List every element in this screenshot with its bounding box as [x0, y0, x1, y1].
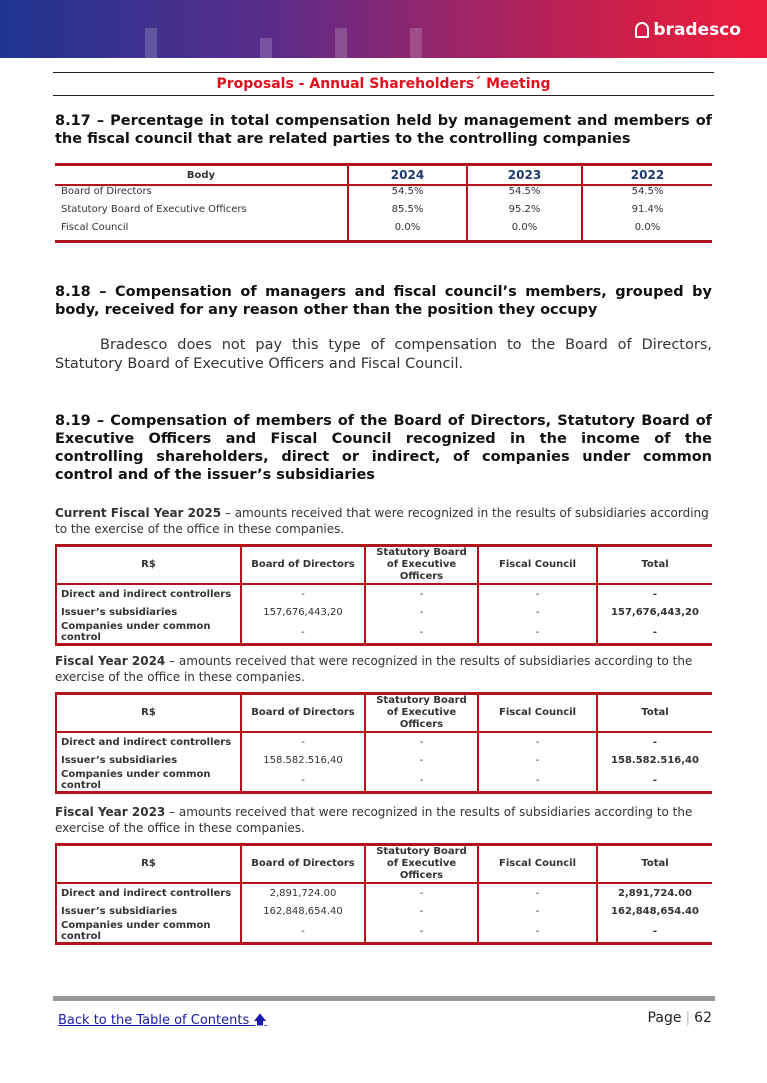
heading-8-17: 8.17 – Percentage in total compensation held by management and members of the fiscal council that are related parties to the controlling companies	[55, 113, 712, 147]
fiscal-year-desc: – amounts received that were recognized in the results of subsidiaries according to the exercise of the office in these companies.	[55, 506, 709, 536]
cell-value: 158.582.516,40	[597, 751, 712, 769]
table-row	[56, 751, 712, 769]
cell-value: -	[478, 920, 597, 944]
col-header: R$	[56, 546, 241, 585]
cell-value: 2,891,724.00	[241, 883, 365, 902]
cell-value: -	[241, 584, 365, 603]
col-header: Statutory Board of Executive Officers	[365, 845, 478, 884]
back-to-toc-link[interactable]	[58, 1011, 267, 1033]
arrow-up-icon: 🡅	[253, 1013, 267, 1028]
cell-value: 0.0%	[348, 222, 467, 242]
header-banner	[0, 0, 767, 58]
col-header: Fiscal Council	[478, 845, 597, 884]
table-row	[55, 185, 712, 204]
col-header: Board of Directors	[241, 546, 365, 585]
cell-value: 0.0%	[582, 222, 712, 242]
page-number: Page | 62	[647, 1010, 712, 1026]
cell-value: 54.5%	[348, 185, 467, 204]
cell-row-label: Direct and indirect controllers	[56, 732, 241, 751]
cell-value: -	[597, 584, 712, 603]
cell-value: -	[478, 621, 597, 645]
cell-value: -	[597, 920, 712, 944]
cell-value: -	[478, 584, 597, 603]
table-row	[56, 621, 712, 645]
cell-value: 157,676,443,20	[597, 603, 712, 621]
cell-value: 54.5%	[467, 185, 582, 204]
fiscal-year-label: Fiscal Year 2023	[55, 805, 166, 819]
col-header: Fiscal Council	[478, 546, 597, 585]
cell-value: -	[365, 751, 478, 769]
bradesco-tree-icon	[635, 22, 649, 38]
col-header: Statutory Board of Executive Officers	[365, 546, 478, 585]
cell-value: -	[478, 732, 597, 751]
cell-value: -	[478, 751, 597, 769]
table-row	[56, 584, 712, 603]
cell-value: -	[365, 883, 478, 902]
compensation-table	[55, 843, 712, 945]
cell-value: -	[241, 732, 365, 751]
cell-row-label: Companies under common control	[56, 920, 241, 944]
col-header: Total	[597, 845, 712, 884]
paragraph-8-18: Bradesco does not pay this type of compensation to the Board of Directors, Statutory Board of Executive Officers and Fiscal Council.	[55, 337, 712, 372]
cell-row-label: Companies under common control	[56, 621, 241, 645]
table-row	[55, 222, 712, 242]
bradesco-logo	[635, 20, 741, 40]
cell-row-label: Direct and indirect controllers	[56, 883, 241, 902]
cell-row-label: Issuer’s subsidiaries	[56, 603, 241, 621]
page-label: Page	[647, 1010, 682, 1026]
cell-value: -	[241, 920, 365, 944]
cell-row-label: Issuer’s subsidiaries	[56, 751, 241, 769]
cell-value: 91.4%	[582, 204, 712, 222]
col-header: Board of Directors	[241, 845, 365, 884]
col-2023: 2023	[467, 165, 582, 186]
footer-divider	[53, 996, 715, 1001]
cell-value: -	[597, 732, 712, 751]
cell-body: Statutory Board of Executive Officers	[61, 204, 247, 215]
section-header: Proposals - Annual Shareholders´ Meeting	[53, 72, 714, 96]
compensation-table	[55, 544, 712, 646]
cell-value: -	[597, 769, 712, 793]
cell-value: -	[478, 603, 597, 621]
back-link-text: Back to the Table of Contents	[58, 1013, 250, 1028]
col-body: Body	[186, 169, 216, 181]
cell-value: 2,891,724.00	[597, 883, 712, 902]
fiscal-year-label: Current Fiscal Year 2025	[55, 506, 222, 520]
table-row	[55, 204, 712, 222]
cell-value: 95.2%	[467, 204, 582, 222]
cell-row-label: Direct and indirect controllers	[56, 584, 241, 603]
cell-value: 158.582.516,40	[241, 751, 365, 769]
col-header: Total	[597, 546, 712, 585]
cell-value: -	[365, 920, 478, 944]
fiscal-year-desc: – amounts received that were recognized in the results of subsidiaries according to the exercise of the office in these companies.	[55, 654, 693, 684]
col-header: R$	[56, 694, 241, 733]
fiscal-year-desc: – amounts received that were recognized in the results of subsidiaries according to the exercise of the office in these companies.	[55, 805, 693, 835]
table-row	[56, 902, 712, 920]
col-header: Total	[597, 694, 712, 733]
fiscal-year-caption	[55, 505, 715, 537]
cell-value: -	[365, 584, 478, 603]
cell-value: -	[365, 603, 478, 621]
page-num: 62	[694, 1010, 712, 1026]
cell-value: -	[241, 769, 365, 793]
col-2022: 2022	[582, 165, 712, 186]
cell-row-label: Issuer’s subsidiaries	[56, 902, 241, 920]
cell-value: -	[478, 883, 597, 902]
cell-value: 54.5%	[582, 185, 712, 204]
cell-value: -	[478, 902, 597, 920]
table-row	[56, 769, 712, 793]
cell-value: 162,848,654.40	[597, 902, 712, 920]
cell-value: 85.5%	[348, 204, 467, 222]
cell-value: 157,676,443,20	[241, 603, 365, 621]
cell-value: -	[365, 769, 478, 793]
table-row	[56, 883, 712, 902]
col-header: Fiscal Council	[478, 694, 597, 733]
cell-row-label: Companies under common control	[56, 769, 241, 793]
col-header: R$	[56, 845, 241, 884]
fiscal-year-caption	[55, 653, 715, 685]
cell-value: -	[478, 769, 597, 793]
table-row	[56, 603, 712, 621]
cell-value: -	[241, 621, 365, 645]
logo-text: bradesco	[653, 20, 741, 40]
fiscal-year-label: Fiscal Year 2024	[55, 654, 166, 668]
heading-8-18: 8.18 – Compensation of managers and fiscal council’s members, grouped by body, received for any reason other than the position they occupy	[55, 284, 712, 318]
table-row	[56, 732, 712, 751]
col-2024: 2024	[348, 165, 467, 186]
cell-body: Fiscal Council	[61, 222, 129, 233]
cell-value: -	[365, 732, 478, 751]
fiscal-year-caption	[55, 804, 715, 836]
cell-value: 162,848,654.40	[241, 902, 365, 920]
cell-body: Board of Directors	[61, 186, 152, 197]
cell-value: 0.0%	[467, 222, 582, 242]
col-header: Statutory Board of Executive Officers	[365, 694, 478, 733]
col-header: Board of Directors	[241, 694, 365, 733]
cell-value: -	[597, 621, 712, 645]
cell-value: -	[365, 621, 478, 645]
related-parties-table	[55, 163, 712, 243]
cell-value: -	[365, 902, 478, 920]
table-row	[56, 920, 712, 944]
heading-8-19: 8.19 – Compensation of members of the Board of Directors, Statutory Board of Executive Officers and Fiscal Council recognized in the income of the controlling shareholders, direct or indirect, of companies under common control and of the issuer’s subsidiaries	[55, 413, 712, 483]
compensation-table	[55, 692, 712, 794]
